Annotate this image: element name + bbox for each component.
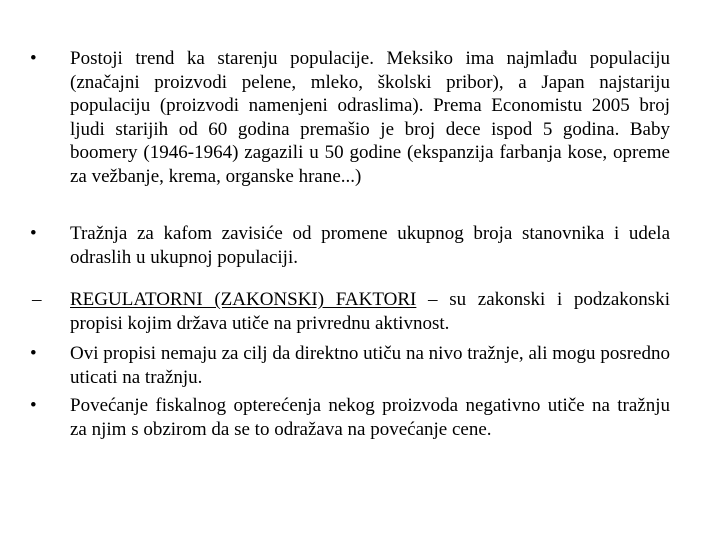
bullet-fiscal-burden [30, 394, 670, 441]
bullet-text: – su zakonski i podzakonski propisi kojim država utiče na privrednu aktivnost. [70, 289, 670, 334]
bullet-marker: • [30, 343, 37, 364]
bullet-text: Povećanje fiskalnog opterećenja nekog proizvoda negativno utiče na tražnju za njim s obzirom da se to odražava na povećanje cene. [70, 395, 670, 440]
bullet-regulations-effect [30, 342, 670, 389]
bullet-text: Ovi propisi nemaju za cilj da direktno utiču na nivo tražnje, ali mogu posredno uticati na tražnju. [70, 343, 670, 388]
dash-marker: – [32, 289, 42, 310]
bullet-marker: • [30, 223, 37, 244]
regulatory-factors-heading: REGULATORNI (ZAKONSKI) FAKTORI [70, 289, 417, 310]
bullet-text: Postoji trend ka starenju populacije. Meksiko ima najmlađu populaciju (značajni proizvodi pelene, mleko, školski pribor), a Japan najstariju populaciju (proizvodi namenjeni odraslima). Prema Economistu 2005 broj ljudi starijih od 60 godina premašio je broj dece ispod 5 godina. Baby boomery (1946-1964) zagazili u 50 godine (ekspanzija farbanja kose, opreme za vežbanje, krema, organske hrane...) [70, 48, 670, 187]
bullet-coffee-demand [30, 222, 670, 269]
bullet-marker: • [30, 395, 37, 416]
bullet-regulatory-factors [32, 288, 670, 335]
bullet-text: Tražnja za kafom zavisiće od promene ukupnog broja stanovnika i udela odraslih u ukupnoj populaciji. [70, 223, 670, 268]
bullet-marker: • [30, 48, 37, 69]
bullet-population-aging [30, 47, 670, 188]
